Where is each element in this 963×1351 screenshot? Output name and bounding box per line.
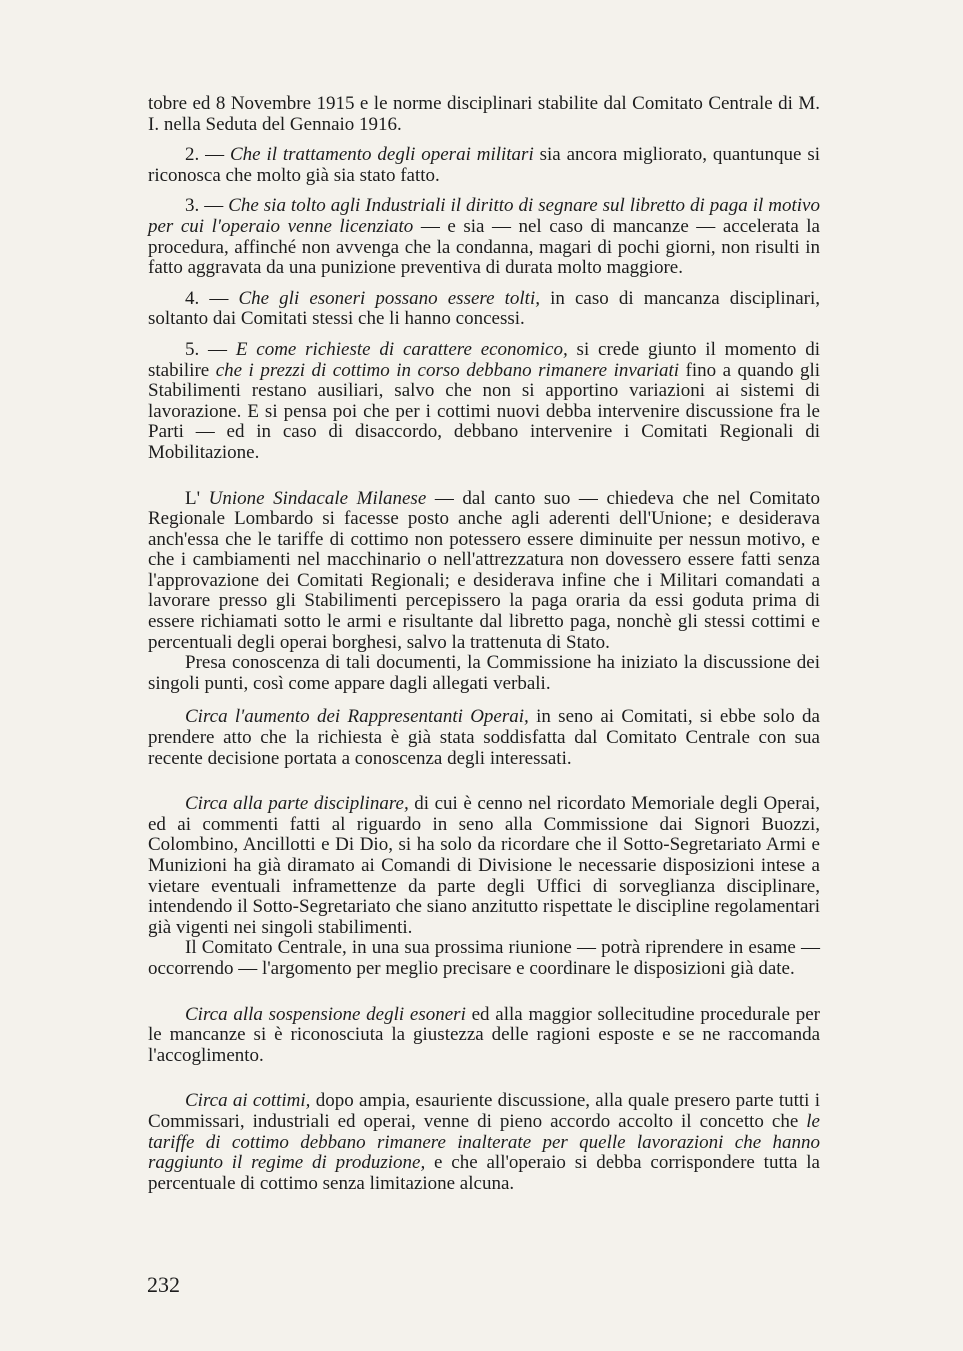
text-run: L' (185, 487, 209, 509)
italic-text-run: Circa alla sospensione degli esoneri (185, 1003, 466, 1025)
italic-text-run: Circa alla parte disciplinare, (185, 793, 409, 815)
italic-text-run: Che sia tolto agli Industriali il diritto di segnare sul libretto di paga il motivo per cui l'operaio venne licenziato (148, 195, 820, 237)
text-run: 3. — (185, 195, 229, 217)
text-run: di cui è cenno nel ricordato Memoriale degli Operai, ed ai commenti fatti al riguardo in seno alla Commissione dai Signori Buozzi, Colombino, Ancillotti e Di Dio, si ha solo da ricordare che il Sotto-Segretariato Armi e Munizioni ha già diramato ai Comandi di Divisione le necessarie disposizioni intese a vietare eventuali inframettenze da parte degli Uffici di sorveglianza disciplinare, intendendo il Sotto-Segretariato che siano anzitutto rispettate le discipline regolamentari già vigenti nei singoli stabilimenti. (148, 793, 820, 938)
page-number: 232 (147, 1272, 180, 1297)
italic-text-run: Che gli esoneri possano essere tolti, (238, 287, 540, 309)
text-run: sia ancora migliorato, quantunque si riconosca che molto già sia stato fatto. (148, 144, 820, 186)
text-run: — e sia — nel caso di mancanze — accelerata la procedura, affinché non avvenga che la condanna, magari di pochi giorni, non risulti in fatto aggravata da una punizione preventiva di durata molto maggiore. (148, 215, 820, 279)
text-run: 5. — (185, 338, 236, 360)
italic-text-run: le tariffe di cottimo debbano rimanere inalterate per quelle lavorazioni che hanno raggiunto il regime di produzione, (148, 1110, 820, 1174)
text-run: ed alla maggior sollecitudine procedurale per le mancanze si è riconosciuta la giustezza delle ragioni esposte e se ne raccomanda l'accoglimento. (148, 1003, 820, 1066)
paragraph (148, 1005, 820, 1067)
paragraph (148, 94, 820, 135)
italic-text-run: Unione Sindacale Milanese (208, 487, 427, 509)
italic-text-run: Circa l'aumento dei Rappresentanti Operai, (185, 706, 529, 728)
text-run: — dal canto suo — chiedeva che nel Comitato Regionale Lombardo si facesse posto anche agli aderenti dell'Unione; e desiderava anch'essa che le tariffe di cottimo non potessero essere diminuite per nessun motivo, e che i cambiamenti nel macchinario o nell'attrezzatura non dovessero essere fatti senza l'approvazione dei Comitati Regionali; e desiderava infine che i Militari comandati a lavorare presso gli Stabilimenti percepissero la paga oraria da essi goduta prima di essere richiamati sotto le armi e risultante dal libretto paga, nonchè gli stessi cottimi e percentuali degli operai borghesi, salvo la trattenuta di Stato. (148, 487, 820, 653)
paragraph (148, 938, 820, 979)
paragraph (148, 196, 820, 278)
text-run: Presa conoscenza di tali documenti, la Commissione ha iniziato la discussione dei singoli punti, così come appare dagli allegati verbali. (148, 652, 820, 694)
paragraph (148, 794, 820, 938)
text-run: in seno ai Comitati, si ebbe solo da prendere atto che la richiesta è già stata soddisfatta dal Comitato Centrale con sua recente decisione portata a conoscenza degli interessati. (148, 706, 820, 769)
text-run: fino a quando gli Stabilimenti restano ausiliari, salvo che non si apportino variazioni ai sistemi di lavorazione. E si pensa poi che per i cottimi nuovi debba intervenire discussione fra le Parti — ed in caso di disaccordo, debbano intervenire i Comitati Regionali di Mobilitazione. (148, 359, 821, 463)
paragraph (148, 340, 820, 464)
italic-text-run: Che il trattamento degli operai militari (229, 144, 534, 166)
text-run: e che all'operaio si debba corrispondere tutta la percentuale di cottimo senza limitazione alcuna. (148, 1152, 820, 1194)
text-run: si crede giunto il momento di stabilire (148, 338, 821, 381)
text-run: tobre ed 8 Novembre 1915 e le norme disciplinari stabilite dal Comitato Centrale di M. I. nella Seduta del Gennaio 1916. (148, 93, 820, 135)
paragraph (148, 1091, 820, 1194)
italic-text-run: Circa ai cottimi, (185, 1090, 311, 1112)
italic-text-run: E come richieste di carattere economico, (235, 338, 568, 360)
text-run: Il Comitato Centrale, in una sua prossima riunione — potrà riprendere in esame — occorrendo — l'argomento per meglio precisare e coordinare le disposizioni già date. (148, 937, 820, 979)
paragraph (148, 707, 820, 769)
text-run: dopo ampia, esauriente discussione, alla quale presero parte tutti i Commissari, industriali ed operai, venne di pieno accordo accolto il concetto che (148, 1090, 821, 1132)
paragraph (148, 145, 820, 186)
body-text (148, 94, 820, 1194)
paragraph (148, 489, 820, 654)
paragraph (148, 653, 820, 694)
italic-text-run: che i prezzi di cottimo in corso debbano rimanere invariati (215, 359, 680, 381)
text-run: 2. — (185, 144, 230, 166)
paragraph (148, 289, 820, 330)
text-run: in caso di mancanza disciplinari, soltanto dai Comitati stessi che li hanno concessi. (148, 287, 821, 330)
text-run: 4. — (185, 287, 239, 309)
